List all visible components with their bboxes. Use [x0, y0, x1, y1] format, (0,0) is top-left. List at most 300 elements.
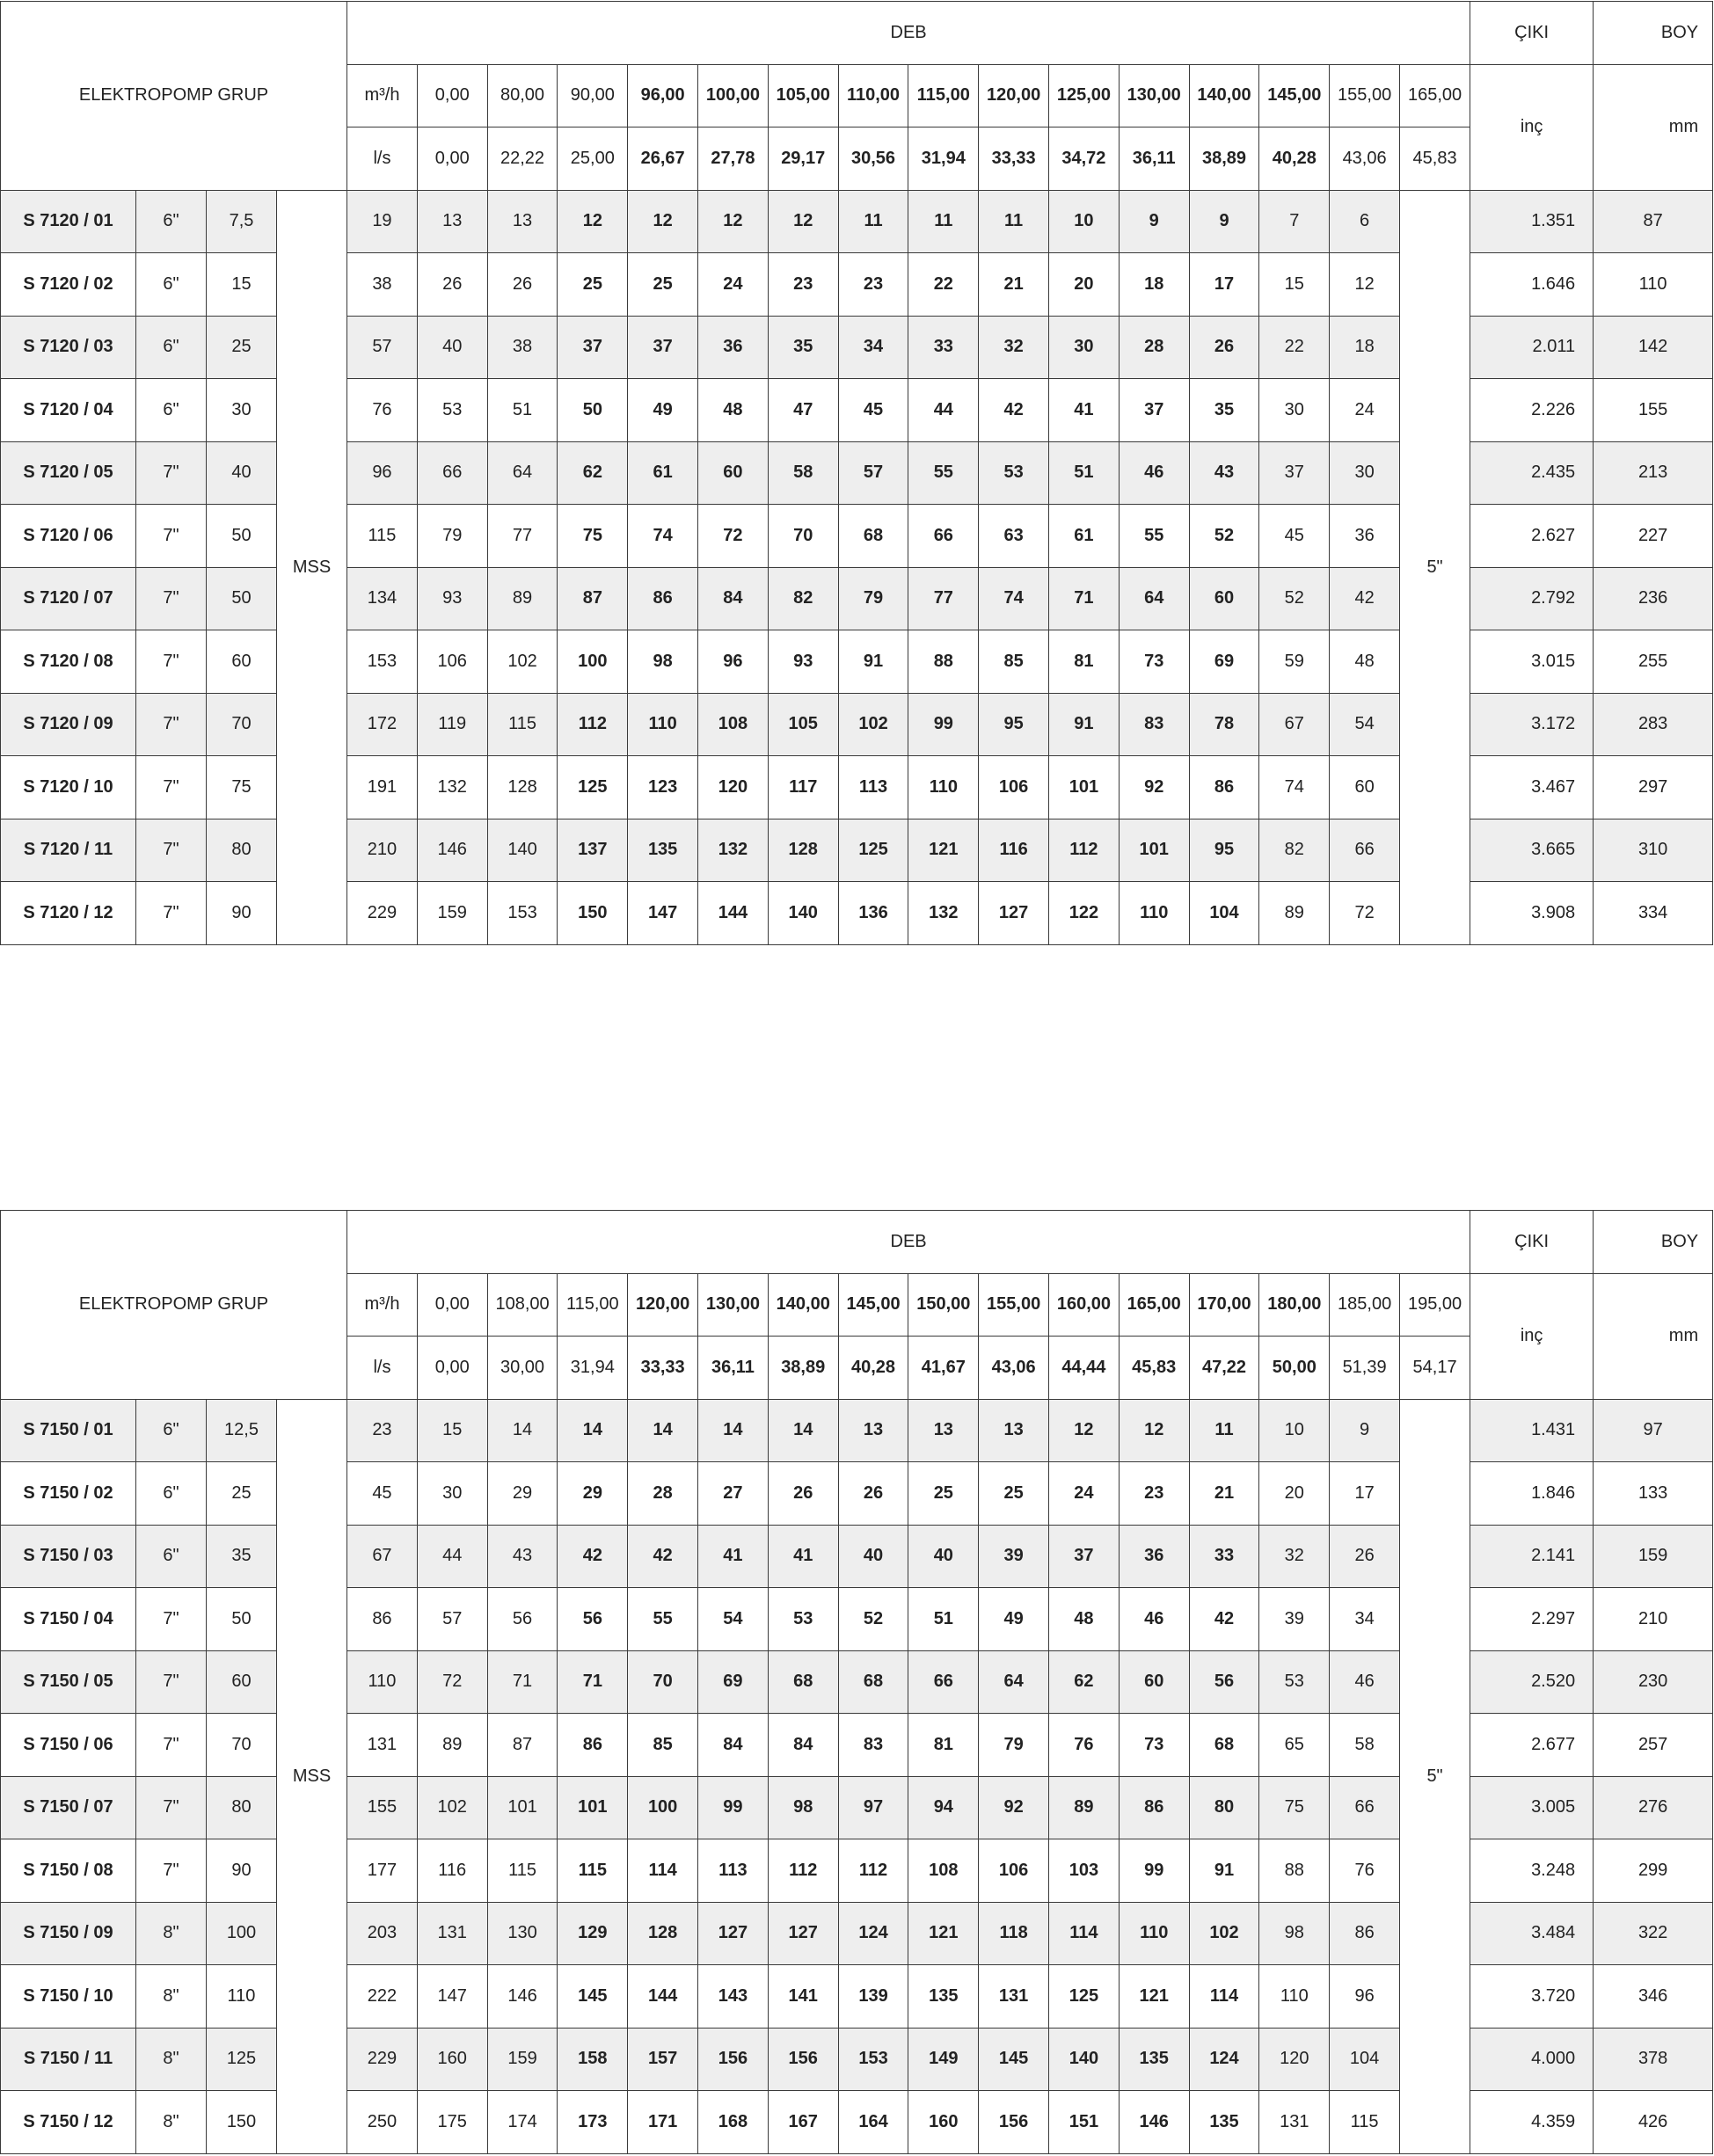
head-value-cell: 124 [1189, 2028, 1259, 2091]
model-cell: S 7120 / 04 [1, 379, 136, 442]
model-cell: S 7120 / 02 [1, 253, 136, 317]
head-value-cell: 77 [487, 505, 558, 568]
head-value-cell: 23 [347, 1399, 418, 1462]
model-cell: S 7150 / 08 [1, 1839, 136, 1903]
power-cell: 110 [207, 1965, 277, 2029]
head-value-cell: 72 [1330, 882, 1400, 945]
flow-m3h-value: 0,00 [417, 1273, 487, 1337]
head-value-cell: 9 [1119, 190, 1189, 253]
head-value-cell: 146 [1119, 2091, 1189, 2154]
head-value-cell: 60 [1330, 756, 1400, 819]
head-value-cell: 74 [979, 567, 1049, 630]
head-value-cell: 11 [979, 190, 1049, 253]
head-value-cell: 98 [628, 630, 698, 694]
head-value-cell: 86 [628, 567, 698, 630]
head-value-cell: 118 [979, 1902, 1049, 1965]
head-value-cell: 153 [838, 2028, 908, 2091]
head-value-cell: 151 [1049, 2091, 1120, 2154]
head-value-cell: 58 [1330, 1714, 1400, 1777]
motor-inch-cell: 6" [136, 190, 207, 253]
head-value-cell: 48 [1330, 630, 1400, 694]
head-value-cell: 26 [487, 253, 558, 317]
head-value-cell: 63 [979, 505, 1049, 568]
model-cell: S 7120 / 09 [1, 693, 136, 756]
motor-inch-cell: 7" [136, 1650, 207, 1714]
head-value-cell: 110 [1259, 1965, 1330, 2029]
head-value-cell: 43 [1189, 441, 1259, 505]
weight-cell: 334 [1594, 882, 1713, 945]
head-value-cell: 47 [768, 379, 838, 442]
flow-ls-value: 51,39 [1330, 1337, 1400, 1400]
length-cell: 1.431 [1470, 1399, 1594, 1462]
head-value-cell: 113 [838, 756, 908, 819]
head-value-cell: 37 [628, 316, 698, 379]
head-value-cell: 203 [347, 1902, 418, 1965]
head-value-cell: 42 [979, 379, 1049, 442]
head-value-cell: 49 [979, 1588, 1049, 1651]
head-value-cell: 20 [1259, 1462, 1330, 1526]
flow-m3h-value: 160,00 [1049, 1273, 1120, 1337]
head-value-cell: 17 [1330, 1462, 1400, 1526]
head-value-cell: 12 [1119, 1399, 1189, 1462]
head-value-cell: 43 [487, 1525, 558, 1588]
weight-cell: 87 [1594, 190, 1713, 253]
head-value-cell: 89 [1049, 1776, 1120, 1839]
length-cell: 2.520 [1470, 1650, 1594, 1714]
head-value-cell: 86 [347, 1588, 418, 1651]
power-cell: 60 [207, 1650, 277, 1714]
flow-m3h-value: 140,00 [1189, 64, 1259, 127]
weight-cell: 155 [1594, 379, 1713, 442]
power-cell: 80 [207, 1776, 277, 1839]
head-value-cell: 32 [1259, 1525, 1330, 1588]
head-value-cell: 104 [1330, 2028, 1400, 2091]
head-value-cell: 45 [1259, 505, 1330, 568]
head-value-cell: 39 [1259, 1588, 1330, 1651]
motor-inch-cell: 7" [136, 756, 207, 819]
head-value-cell: 103 [1049, 1839, 1120, 1903]
head-value-cell: 119 [417, 693, 487, 756]
head-value-cell: 26 [838, 1462, 908, 1526]
head-value-cell: 132 [698, 819, 769, 882]
head-value-cell: 84 [698, 1714, 769, 1777]
head-value-cell: 76 [1330, 1839, 1400, 1903]
power-cell: 7,5 [207, 190, 277, 253]
head-value-cell: 131 [417, 1902, 487, 1965]
head-value-cell: 153 [487, 882, 558, 945]
head-value-cell: 78 [1189, 693, 1259, 756]
motor-inch-cell: 6" [136, 253, 207, 317]
power-cell: 50 [207, 567, 277, 630]
flow-ls-value: 50,00 [1259, 1337, 1330, 1400]
head-value-cell: 91 [838, 630, 908, 694]
head-value-cell: 37 [558, 316, 628, 379]
head-value-cell: 99 [1119, 1839, 1189, 1903]
model-cell: S 7120 / 05 [1, 441, 136, 505]
flow-ls-value: 38,89 [768, 1337, 838, 1400]
motor-inch-cell: 7" [136, 441, 207, 505]
power-cell: 12,5 [207, 1399, 277, 1462]
head-value-cell: 18 [1119, 253, 1189, 317]
model-cell: S 7150 / 12 [1, 2091, 136, 2154]
length-cell: 4.000 [1470, 2028, 1594, 2091]
flow-ls-value: 26,67 [628, 127, 698, 191]
head-value-cell: 110 [347, 1650, 418, 1714]
head-value-cell: 52 [838, 1588, 908, 1651]
head-value-cell: 158 [558, 2028, 628, 2091]
flow-ls-value: 54,17 [1400, 1337, 1470, 1400]
head-value-cell: 40 [417, 316, 487, 379]
head-value-cell: 121 [908, 819, 979, 882]
power-cell: 50 [207, 1588, 277, 1651]
head-value-cell: 171 [628, 2091, 698, 2154]
flow-ls-value: 30,00 [487, 1337, 558, 1400]
head-value-cell: 28 [1119, 316, 1189, 379]
weight-cell: 97 [1594, 1399, 1713, 1462]
flow-ls-value: 27,78 [698, 127, 769, 191]
head-value-cell: 41 [698, 1525, 769, 1588]
head-value-cell: 65 [1259, 1714, 1330, 1777]
head-value-cell: 41 [768, 1525, 838, 1588]
power-cell: 90 [207, 1839, 277, 1903]
head-value-cell: 172 [347, 693, 418, 756]
head-value-cell: 14 [628, 1399, 698, 1462]
flow-m3h-value: 180,00 [1259, 1273, 1330, 1337]
head-value-cell: 100 [628, 1776, 698, 1839]
head-value-cell: 127 [698, 1902, 769, 1965]
head-value-cell: 145 [558, 1965, 628, 2029]
head-value-cell: 120 [698, 756, 769, 819]
head-value-cell: 6 [1330, 190, 1400, 253]
power-cell: 30 [207, 379, 277, 442]
head-value-cell: 145 [979, 2028, 1049, 2091]
length-cell: 2.297 [1470, 1588, 1594, 1651]
power-cell: 70 [207, 693, 277, 756]
flow-m3h-value: 140,00 [768, 1273, 838, 1337]
flow-ls-value: 31,94 [908, 127, 979, 191]
head-value-cell: 34 [1330, 1588, 1400, 1651]
unit-m3h: m³/h [347, 64, 418, 127]
group-header: ELEKTROPOMP GRUP [1, 1211, 347, 1400]
outlet-header: ÇIKI [1470, 1211, 1594, 1274]
head-value-cell: 52 [1189, 505, 1259, 568]
length-cell: 3.720 [1470, 1965, 1594, 2029]
table-row [1, 190, 1713, 253]
head-value-cell: 76 [1049, 1714, 1120, 1777]
head-value-cell: 34 [838, 316, 908, 379]
head-value-cell: 250 [347, 2091, 418, 2154]
head-value-cell: 62 [558, 441, 628, 505]
power-cell: 35 [207, 1525, 277, 1588]
table-row [1, 1399, 1713, 1462]
head-value-cell: 159 [487, 2028, 558, 2091]
flow-m3h-value: 195,00 [1400, 1273, 1470, 1337]
head-value-cell: 108 [908, 1839, 979, 1903]
unit-m3h: m³/h [347, 1273, 418, 1337]
head-value-cell: 19 [347, 190, 418, 253]
head-value-cell: 64 [1119, 567, 1189, 630]
length-cell: 1.846 [1470, 1462, 1594, 1526]
head-value-cell: 56 [487, 1588, 558, 1651]
outlet-value-cell: 5" [1400, 1399, 1470, 2153]
flow-m3h-value: 145,00 [838, 1273, 908, 1337]
head-value-cell: 14 [698, 1399, 769, 1462]
head-value-cell: 153 [347, 630, 418, 694]
head-value-cell: 75 [558, 505, 628, 568]
head-value-cell: 17 [1189, 253, 1259, 317]
head-value-cell: 77 [908, 567, 979, 630]
head-value-cell: 71 [558, 1650, 628, 1714]
head-value-cell: 53 [1259, 1650, 1330, 1714]
head-value-cell: 10 [1259, 1399, 1330, 1462]
power-cell: 70 [207, 1714, 277, 1777]
head-value-cell: 21 [1189, 1462, 1259, 1526]
power-cell: 25 [207, 316, 277, 379]
head-value-cell: 36 [1119, 1525, 1189, 1588]
length-cell: 3.005 [1470, 1776, 1594, 1839]
head-value-cell: 66 [1330, 1776, 1400, 1839]
model-cell: S 7150 / 04 [1, 1588, 136, 1651]
flow-m3h-value: 150,00 [908, 1273, 979, 1337]
weight-cell: 213 [1594, 441, 1713, 505]
header-row-1 [1, 2, 1713, 65]
head-value-cell: 72 [698, 505, 769, 568]
head-value-cell: 13 [417, 190, 487, 253]
flow-ls-value: 47,22 [1189, 1337, 1259, 1400]
weight-cell: 236 [1594, 567, 1713, 630]
head-value-cell: 114 [1189, 1965, 1259, 2029]
head-value-cell: 72 [417, 1650, 487, 1714]
head-value-cell: 62 [1049, 1650, 1120, 1714]
length-cell: 1.351 [1470, 190, 1594, 253]
head-value-cell: 12 [1330, 253, 1400, 317]
head-value-cell: 79 [979, 1714, 1049, 1777]
head-value-cell: 29 [558, 1462, 628, 1526]
head-value-cell: 53 [979, 441, 1049, 505]
head-value-cell: 135 [628, 819, 698, 882]
head-value-cell: 37 [1259, 441, 1330, 505]
flow-ls-value: 45,83 [1400, 127, 1470, 191]
head-value-cell: 30 [1330, 441, 1400, 505]
head-value-cell: 55 [628, 1588, 698, 1651]
model-cell: S 7150 / 07 [1, 1776, 136, 1839]
head-value-cell: 132 [908, 882, 979, 945]
length-cell: 3.172 [1470, 693, 1594, 756]
head-value-cell: 92 [1119, 756, 1189, 819]
motor-inch-cell: 7" [136, 882, 207, 945]
head-value-cell: 49 [628, 379, 698, 442]
length-cell: 2.792 [1470, 567, 1594, 630]
head-value-cell: 131 [979, 1965, 1049, 2029]
head-value-cell: 21 [979, 253, 1049, 317]
head-value-cell: 98 [1259, 1902, 1330, 1965]
head-value-cell: 177 [347, 1839, 418, 1903]
length-cell: 2.011 [1470, 316, 1594, 379]
head-value-cell: 55 [908, 441, 979, 505]
head-value-cell: 86 [558, 1714, 628, 1777]
head-value-cell: 11 [838, 190, 908, 253]
weight-cell: 322 [1594, 1902, 1713, 1965]
flow-ls-value: 43,06 [1330, 127, 1400, 191]
length-cell: 2.141 [1470, 1525, 1594, 1588]
head-value-cell: 102 [838, 693, 908, 756]
head-value-cell: 85 [979, 630, 1049, 694]
head-value-cell: 141 [768, 1965, 838, 2029]
head-value-cell: 146 [417, 819, 487, 882]
head-value-cell: 32 [979, 316, 1049, 379]
head-value-cell: 60 [1189, 567, 1259, 630]
head-value-cell: 112 [838, 1839, 908, 1903]
head-value-cell: 48 [1049, 1588, 1120, 1651]
head-value-cell: 51 [487, 379, 558, 442]
head-value-cell: 25 [558, 253, 628, 317]
head-value-cell: 81 [1049, 630, 1120, 694]
flow-header: DEB [347, 2, 1470, 65]
head-value-cell: 66 [908, 505, 979, 568]
power-cell: 125 [207, 2028, 277, 2091]
outlet-header: ÇIKI [1470, 2, 1594, 65]
flow-m3h-value: 120,00 [628, 1273, 698, 1337]
head-value-cell: 59 [1259, 630, 1330, 694]
head-value-cell: 36 [1330, 505, 1400, 568]
weight-cell: 310 [1594, 819, 1713, 882]
head-value-cell: 40 [908, 1525, 979, 1588]
head-value-cell: 30 [417, 1462, 487, 1526]
model-cell: S 7120 / 12 [1, 882, 136, 945]
head-value-cell: 124 [838, 1902, 908, 1965]
head-value-cell: 14 [558, 1399, 628, 1462]
model-cell: S 7150 / 03 [1, 1525, 136, 1588]
head-value-cell: 68 [838, 505, 908, 568]
unit-ls: l/s [347, 1337, 418, 1400]
head-value-cell: 129 [558, 1902, 628, 1965]
head-value-cell: 38 [487, 316, 558, 379]
weight-cell: 426 [1594, 2091, 1713, 2154]
motor-inch-cell: 8" [136, 2028, 207, 2091]
model-cell: S 7120 / 06 [1, 505, 136, 568]
weight-cell: 276 [1594, 1776, 1713, 1839]
head-value-cell: 144 [698, 882, 769, 945]
head-value-cell: 15 [417, 1399, 487, 1462]
weight-cell: 378 [1594, 2028, 1713, 2091]
weight-cell: 230 [1594, 1650, 1713, 1714]
weight-cell: 257 [1594, 1714, 1713, 1777]
head-value-cell: 23 [1119, 1462, 1189, 1526]
head-value-cell: 173 [558, 2091, 628, 2154]
head-value-cell: 137 [558, 819, 628, 882]
head-value-cell: 46 [1119, 1588, 1189, 1651]
head-value-cell: 64 [487, 441, 558, 505]
head-value-cell: 42 [1189, 1588, 1259, 1651]
length-cell: 2.677 [1470, 1714, 1594, 1777]
length-header: BOY [1594, 1211, 1713, 1274]
head-value-cell: 86 [1189, 756, 1259, 819]
weight-cell: 133 [1594, 1462, 1713, 1526]
head-value-cell: 80 [1189, 1776, 1259, 1839]
head-value-cell: 44 [417, 1525, 487, 1588]
head-value-cell: 42 [1330, 567, 1400, 630]
flow-ls-value: 30,56 [838, 127, 908, 191]
head-value-cell: 30 [1049, 316, 1120, 379]
head-value-cell: 67 [347, 1525, 418, 1588]
head-value-cell: 11 [1189, 1399, 1259, 1462]
head-value-cell: 60 [1119, 1650, 1189, 1714]
flow-ls-value: 0,00 [417, 1337, 487, 1400]
flow-ls-value: 44,44 [1049, 1337, 1120, 1400]
head-value-cell: 53 [768, 1588, 838, 1651]
head-value-cell: 23 [838, 253, 908, 317]
head-value-cell: 79 [838, 567, 908, 630]
length-cell: 2.435 [1470, 441, 1594, 505]
head-value-cell: 68 [838, 1650, 908, 1714]
head-value-cell: 116 [417, 1839, 487, 1903]
weight-cell: 255 [1594, 630, 1713, 694]
head-value-cell: 26 [417, 253, 487, 317]
head-value-cell: 36 [698, 316, 769, 379]
head-value-cell: 128 [768, 819, 838, 882]
head-value-cell: 112 [558, 693, 628, 756]
head-value-cell: 83 [1119, 693, 1189, 756]
flow-m3h-value: 80,00 [487, 64, 558, 127]
head-value-cell: 13 [838, 1399, 908, 1462]
head-value-cell: 81 [908, 1714, 979, 1777]
head-value-cell: 144 [628, 1965, 698, 2029]
flow-m3h-value: 170,00 [1189, 1273, 1259, 1337]
length-header: BOY [1594, 2, 1713, 65]
head-value-cell: 24 [1049, 1462, 1120, 1526]
head-value-cell: 168 [698, 2091, 769, 2154]
head-value-cell: 22 [1259, 316, 1330, 379]
flow-header: DEB [347, 1211, 1470, 1274]
head-value-cell: 98 [768, 1776, 838, 1839]
head-value-cell: 84 [698, 567, 769, 630]
head-value-cell: 61 [628, 441, 698, 505]
head-value-cell: 105 [768, 693, 838, 756]
head-value-cell: 110 [628, 693, 698, 756]
flow-m3h-value: 165,00 [1400, 64, 1470, 127]
flow-m3h-value: 100,00 [698, 64, 769, 127]
head-value-cell: 102 [1189, 1902, 1259, 1965]
head-value-cell: 71 [1049, 567, 1120, 630]
head-value-cell: 210 [347, 819, 418, 882]
mss-cell: MSS [277, 1399, 347, 2153]
flow-ls-value: 33,33 [628, 1337, 698, 1400]
head-value-cell: 147 [417, 1965, 487, 2029]
motor-inch-cell: 7" [136, 1714, 207, 1777]
head-value-cell: 45 [838, 379, 908, 442]
head-value-cell: 125 [1049, 1965, 1120, 2029]
head-value-cell: 110 [1119, 882, 1189, 945]
head-value-cell: 26 [1189, 316, 1259, 379]
head-value-cell: 115 [1330, 2091, 1400, 2154]
unit-mm: mm [1594, 1273, 1713, 1399]
length-cell: 3.908 [1470, 882, 1594, 945]
model-cell: S 7150 / 10 [1, 1965, 136, 2029]
head-value-cell: 121 [1119, 1965, 1189, 2029]
head-value-cell: 33 [1189, 1525, 1259, 1588]
motor-inch-cell: 6" [136, 1462, 207, 1526]
head-value-cell: 229 [347, 882, 418, 945]
head-value-cell: 44 [908, 379, 979, 442]
head-value-cell: 101 [558, 1776, 628, 1839]
outlet-value-cell: 5" [1400, 190, 1470, 944]
flow-ls-value: 29,17 [768, 127, 838, 191]
head-value-cell: 106 [979, 756, 1049, 819]
flow-m3h-value: 130,00 [698, 1273, 769, 1337]
head-value-cell: 51 [908, 1588, 979, 1651]
head-value-cell: 20 [1049, 253, 1120, 317]
head-value-cell: 12 [628, 190, 698, 253]
